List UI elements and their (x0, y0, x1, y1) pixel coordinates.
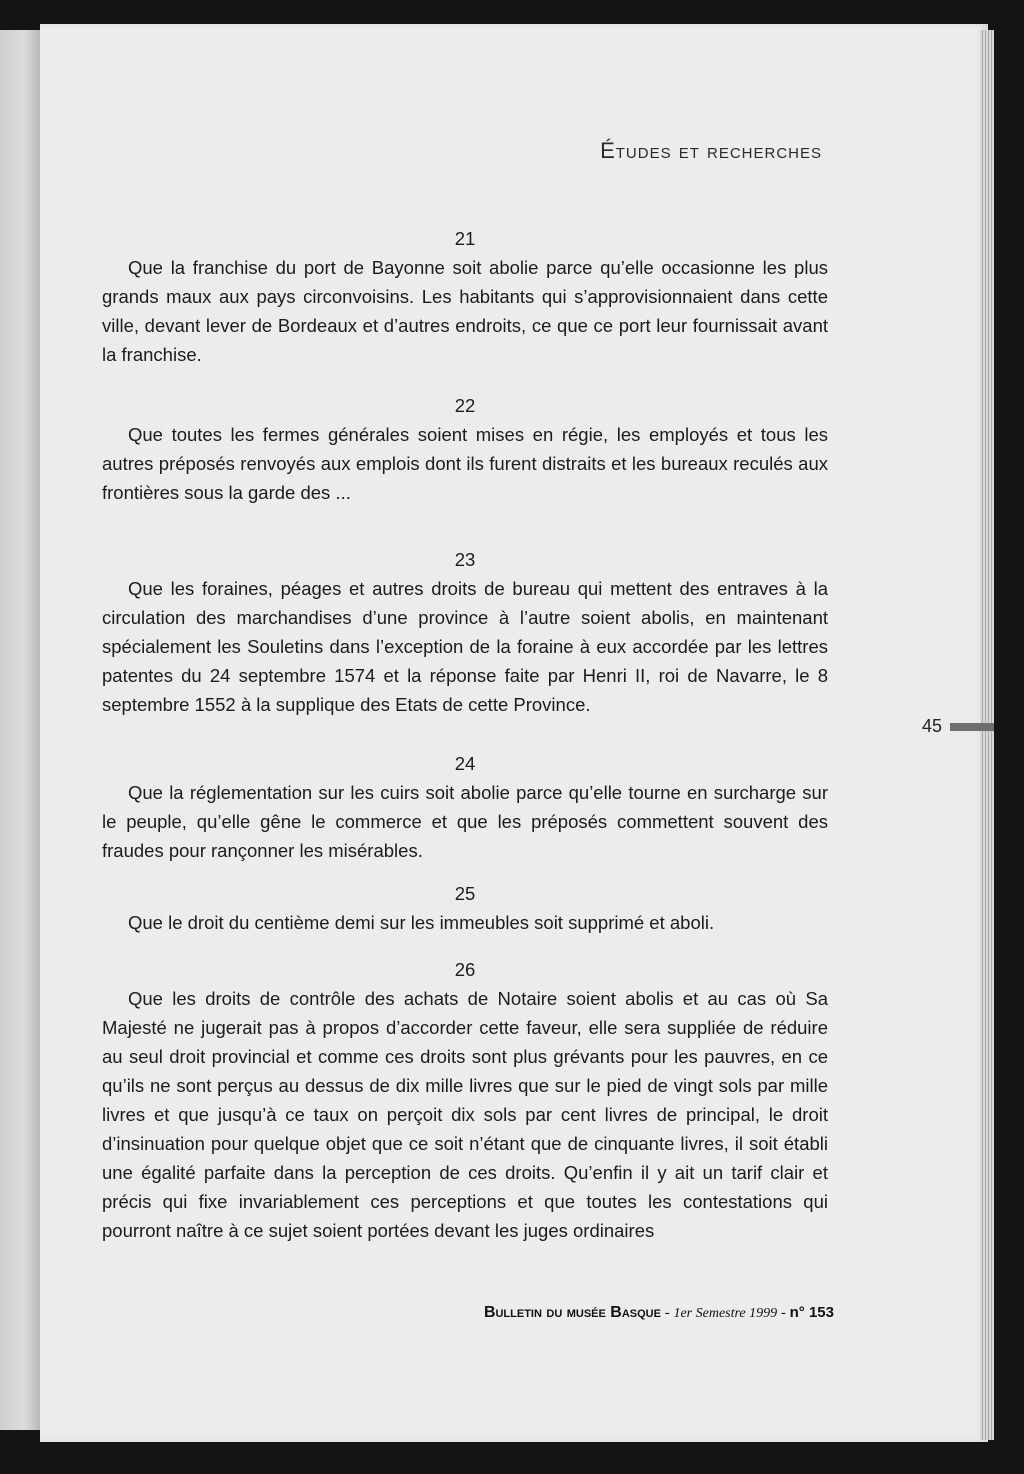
article-list (102, 218, 828, 1267)
article-number: 24 (454, 753, 476, 774)
footer-separator: - (660, 1305, 674, 1321)
page-tab-marker (950, 723, 994, 731)
article (102, 879, 828, 937)
article-number: 22 (454, 395, 476, 416)
article-text: Que la franchise du port de Bayonne soit abolie parce qu’elle occasionne les plus grands maux aux pays circonvoisins. Les habitants qui s’approvisionnaient dans cette ville, devant lever de Bordeaux et d’autres endroits, ce que ce port leur fournissait avant la franchise. (102, 257, 828, 365)
footer-bulletin: Bulletin du musée Basque (483, 1304, 661, 1321)
article (102, 545, 828, 719)
footer (484, 1304, 834, 1322)
article-text: Que les foraines, péages et autres droits de bureau qui mettent des entraves à la circulation des marchandises d’une province à l’autre soient abolis, en maintenant spécialement les Souletins dans l’exception de la foraine à eux accordée par les lettres patentes du 24 septembre 1574 et la réponse faite par Henri II, roi de Navarre, le 8 septembre 1552 à la supplique des Etats de cette Province. (102, 578, 828, 715)
article-text: Que toutes les fermes générales soient mises en régie, les employés et tous les autres préposés renvoyés aux emplois dont ils furent distraits et les bureaux reculés aux frontières sous la garde des ... (102, 424, 828, 503)
article (102, 391, 828, 507)
facing-page-edge (0, 30, 40, 1430)
article-text: Que la réglementation sur les cuirs soit abolie parce qu’elle tourne en surcharge sur le peuple, qu’elle gêne le commerce et que les préposés commettent souvent des fraudes pour rançonner les misérables. (102, 782, 828, 861)
article-number: 25 (454, 883, 476, 904)
footer-separator: - (777, 1305, 790, 1321)
article (102, 749, 828, 865)
article-text: Que les droits de contrôle des achats de Notaire soient abolis et au cas où Sa Majesté ne jugerait pas à propos d’accorder cette faveur, elle sera suppliée de réduire au seul droit provincial et comme ces droits sont plus grévants pour les pauvres, en ce qu’ils ne sont perçus au dessus de dix mille livres que sur le pied de vingt sols par mille livres et que jusqu’à ce taux on perçoit dix sols par cent livres de principal, le droit d’insinuation pour quelque objet que ce soit n’étant que de cinquante livres, il soit établi une égalité parfaite dans la perception de ces droits. Qu’enfin il y ait un tarif clair et précis qui fixe invariablement ces perceptions et que toutes les contestations qui pourront naître à ce sujet soient portées devant les juges ordinaires (102, 988, 828, 1241)
footer-semester: 1er Semestre 1999 (673, 1306, 778, 1321)
footer-page-number: n° 153 (789, 1304, 834, 1321)
article-number: 26 (454, 959, 476, 980)
article (102, 955, 828, 1245)
article-text: Que le droit du centième demi sur les immeubles soit supprimé et aboli. (128, 912, 715, 933)
article (102, 224, 828, 369)
article-number: 21 (454, 228, 476, 249)
page-stack-edges (980, 30, 994, 1440)
running-header: Études et recherches (600, 138, 822, 163)
side-page-number: 45 (922, 716, 943, 736)
article-number: 23 (454, 549, 476, 570)
